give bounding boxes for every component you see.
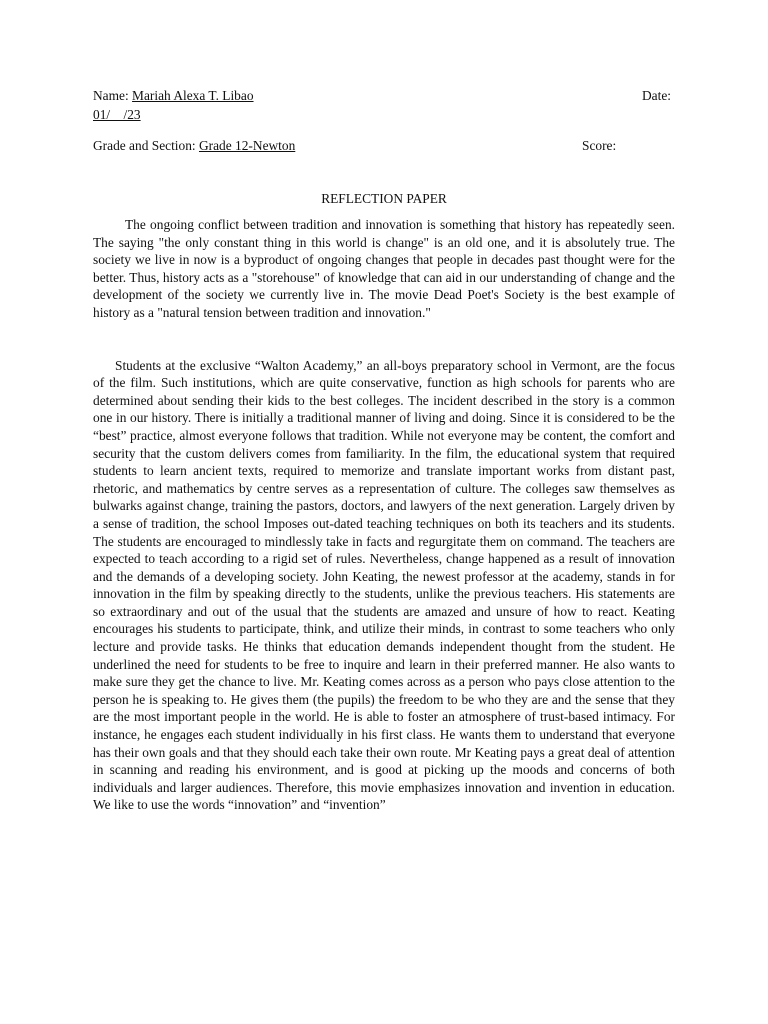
- date-label: Date:: [642, 88, 671, 103]
- grade-label: Grade and Section:: [93, 138, 199, 153]
- paragraph-intro: The ongoing conflict between tradition and innovation is something that history has repeatedly seen. The saying "the only constant thing in this world is change" is an old one, and it is absolutely true. The society we live in now is a byproduct of ongoing changes that people in decades past thought were for the better. Thus, history acts as a "storehouse" of knowledge that can aid in our understanding of change and the development of the society we currently live in. The movie Dead Poet's Society is the best example of history as a "natural tension between tradition and innovation.": [93, 217, 675, 320]
- date-value: 01/ /23: [93, 107, 141, 122]
- name-value: Mariah Alexa T. Libao: [132, 88, 254, 103]
- name-row: [93, 86, 675, 105]
- name-label: Name:: [93, 88, 133, 103]
- grade-row: [93, 136, 675, 155]
- grade-value: Grade 12-Newton: [198, 138, 296, 153]
- score-label: Score:: [582, 138, 617, 153]
- page-title: REFLECTION PAPER: [321, 191, 447, 206]
- document-page: [93, 86, 675, 814]
- date-row: [93, 105, 675, 124]
- paragraph-body: Students at the exclusive “Walton Academy,” an all-boys preparatory school in Vermont, are the focus of the film. Such institutions, which are quite conservative, function as high schools for parents who are determined about sending their kids to the best colleges. The incident described in the story is a common one in our history. There is initially a traditional manner of living and doing. Since it is considered to be the “best” practice, almost everyone follows that tradition. While not everyone may be content, the comfort and security that the custom delivers comes from familiarity. In the film, the educational system that required students to learn ancient texts, required to memorize and translate important works from distant past, rhetoric, and mathematics by centre serves as a representation of culture. The colleges saw themselves as bulwarks against change, training the pastors, doctors, and lawyers of the next generation. Largely driven by a sense of tradition, the school Imposes out-dated teaching techniques on both its teachers and its students. The students are encouraged to mindlessly take in facts and regurgitate them on command. The teachers are expected to teach according to a rigid set of rules. Nevertheless, change happened as a result of innovation and the demands of a developing society. John Keating, the newest professor at the academy, stands in for innovation in the film by speaking directly to the students, unlike the previous teachers. His statements are so extraordinary and out of the usual that the students are amazed and unsure of how to react. Keating encourages his students to participate, think, and utilize their minds, in contrast to some teachers who only lecture and provide tasks. He thinks that education demands independent thought from the student. He underlined the need for students to be free to inquire and learn in their preferred manner. He also wants to make sure they get the chance to live. Mr. Keating comes across as a person who pays close attention to the person he is speaking to. He gives them (the pupils) the freedom to be who they are and the sense that they are the most important people in the world. He is able to foster an atmosphere of trust-based intimacy. For instance, he engages each student individually in his first class. He wants them to understand that everyone has their own goals and that they should each take their own route. Mr Keating pays a great deal of attention in scanning and reading his environment, and is good at picking up the moods and concerns of both individuals and larger audiences. Therefore, this movie emphasizes innovation and invention in education. We like to use the words “innovation” and “invention”: [93, 357, 675, 813]
